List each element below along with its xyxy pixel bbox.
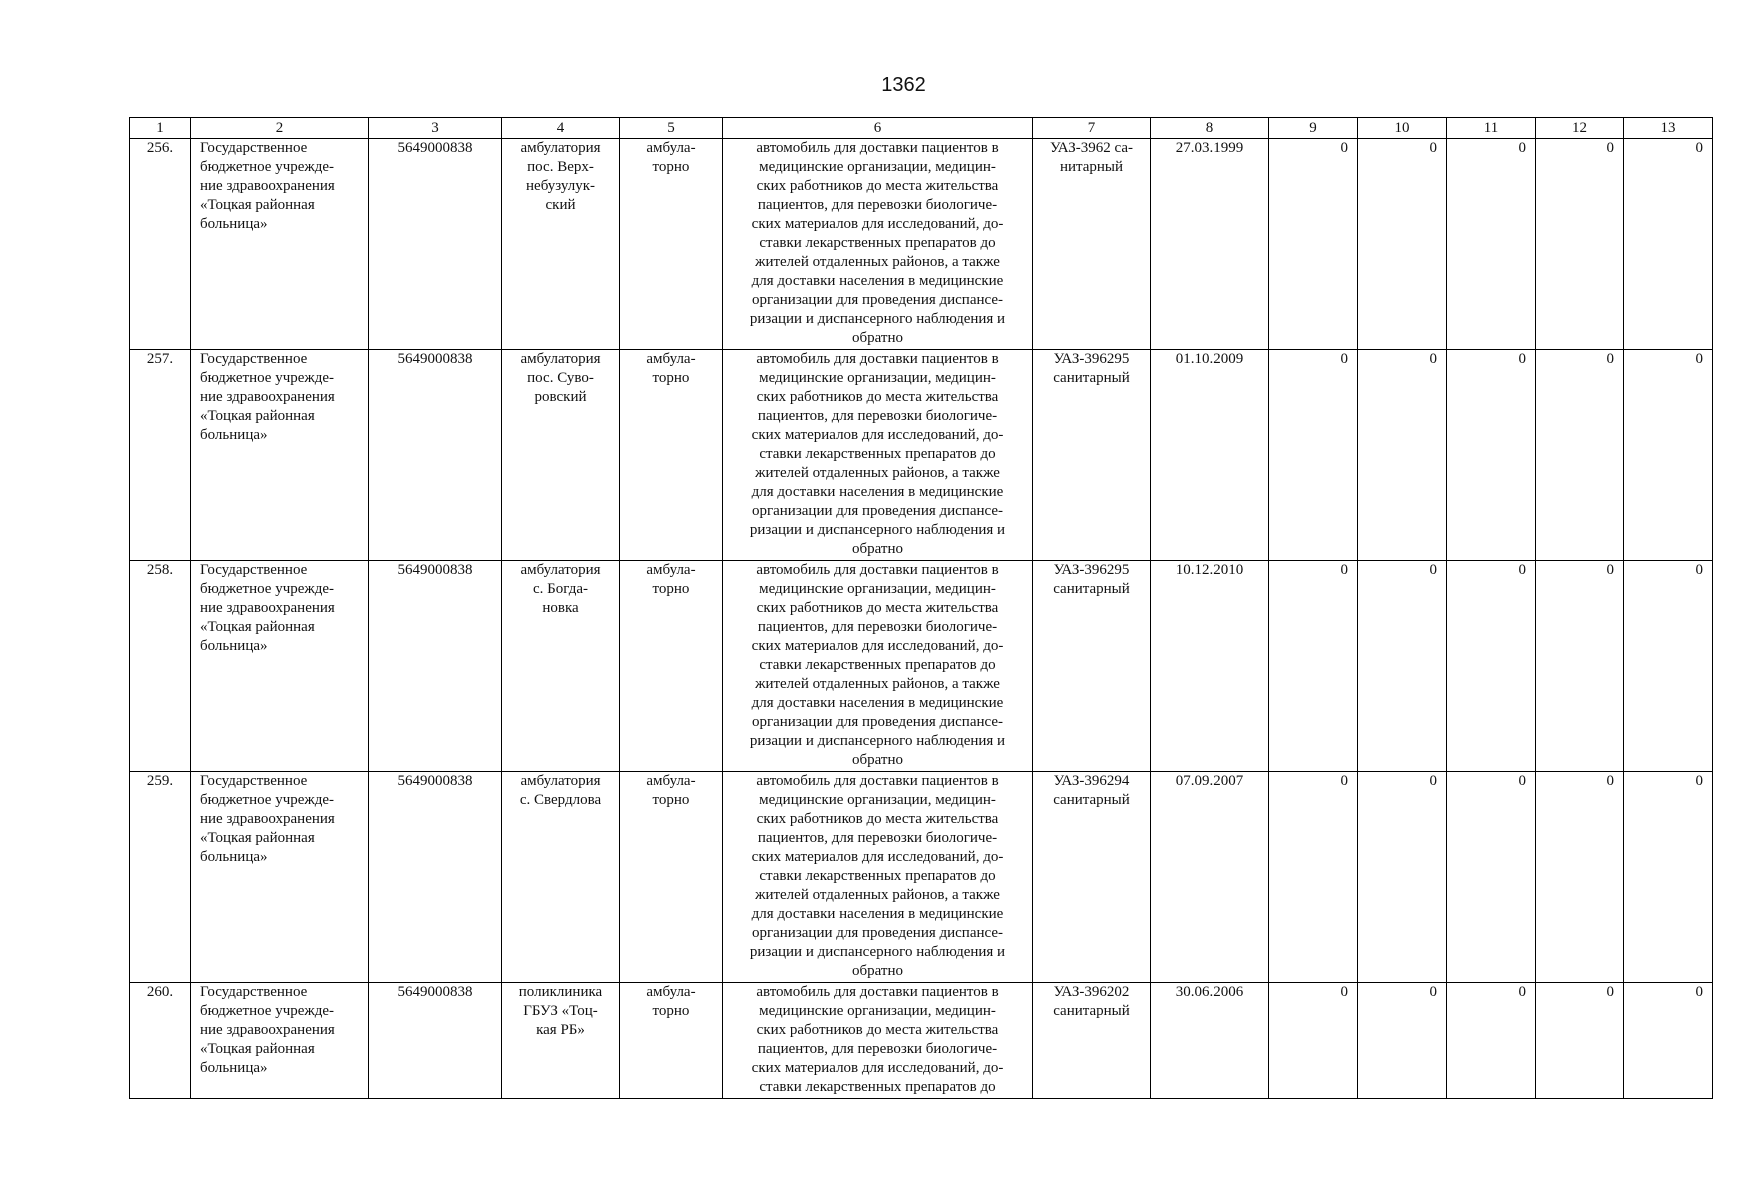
vehicle-purpose-line: для доставки населения в медицинские	[751, 906, 1004, 922]
vehicle-purpose-line: медицинские организации, медицин-	[759, 159, 996, 175]
vehicle-purpose-line: организации для проведения диспансе-	[751, 925, 1004, 941]
table-row	[130, 139, 1713, 350]
institution-name-line: Государственное	[200, 984, 308, 1000]
institution-name-line: больница»	[200, 1060, 268, 1076]
vehicle-purpose-line: медицинские организации, медицин-	[759, 1003, 996, 1019]
table-row	[130, 561, 1713, 772]
vehicle-model-line: УАЗ-396295	[1053, 351, 1130, 367]
subdivision-line: новка	[542, 600, 579, 616]
release-date-cell: 01.10.2009	[1151, 350, 1269, 561]
value-cell-col-12: 0	[1536, 561, 1624, 772]
vehicle-model-cell	[1033, 561, 1151, 772]
subdivision-line: с. Свердлова	[519, 792, 602, 808]
subdivision-cell	[502, 139, 620, 350]
release-date-cell: 10.12.2010	[1151, 561, 1269, 772]
subdivision-line: пос. Суво-	[527, 370, 594, 386]
column-number-header: 5	[620, 118, 723, 139]
value-cell-col-10: 0	[1358, 983, 1447, 1099]
release-date-cell: 30.06.2006	[1151, 983, 1269, 1099]
column-number-header: 9	[1269, 118, 1358, 139]
row-number: 258.	[130, 561, 191, 772]
vehicle-purpose-line: жителей отдаленных районов, а также	[755, 465, 1000, 481]
subdivision-line: поликлиника	[518, 984, 603, 1000]
vehicle-purpose-line: обратно	[852, 752, 903, 768]
vehicle-purpose-line: ских работников до места жительства	[756, 389, 999, 405]
vehicle-purpose-line: ских работников до места жительства	[756, 600, 999, 616]
subdivision-line: кая РБ»	[536, 1022, 585, 1038]
institution-name-line: бюджетное учрежде-	[200, 792, 335, 808]
value-cell-col-11: 0	[1447, 139, 1536, 350]
vehicle-model-line: УАЗ-396295	[1053, 562, 1130, 578]
inn-cell: 5649000838	[369, 139, 502, 350]
subdivision-line: амбулатория	[520, 351, 601, 367]
vehicle-purpose-line: пациентов, для перевозки биологиче-	[757, 619, 998, 635]
care-type-cell	[620, 983, 723, 1099]
vehicle-purpose-line: ских работников до места жительства	[756, 811, 999, 827]
vehicle-model-cell	[1033, 139, 1151, 350]
vehicle-model-cell	[1033, 350, 1151, 561]
value-cell-col-13: 0	[1624, 983, 1713, 1099]
column-number-header: 6	[723, 118, 1033, 139]
table-row	[130, 350, 1713, 561]
subdivision-cell	[502, 772, 620, 983]
vehicle-purpose-cell	[723, 983, 1033, 1099]
institution-name-line: «Тоцкая районная	[200, 619, 315, 635]
vehicle-purpose-line: ставки лекарственных препаратов до	[759, 1079, 996, 1095]
care-type-line: торно	[652, 1003, 690, 1019]
value-cell-col-13: 0	[1624, 772, 1713, 983]
column-number-header: 2	[191, 118, 369, 139]
table-row	[130, 983, 1713, 1099]
vehicle-purpose-line: для доставки населения в медицинские	[751, 273, 1004, 289]
subdivision-line: амбулатория	[520, 562, 601, 578]
column-number-header: 7	[1033, 118, 1151, 139]
inn-cell: 5649000838	[369, 983, 502, 1099]
vehicle-purpose-line: обратно	[852, 330, 903, 346]
value-cell-col-9: 0	[1269, 561, 1358, 772]
vehicle-purpose-line: пациентов, для перевозки биологиче-	[757, 408, 998, 424]
vehicle-model-line: санитарный	[1053, 792, 1130, 808]
value-cell-col-11: 0	[1447, 772, 1536, 983]
row-number: 259.	[130, 772, 191, 983]
vehicle-purpose-line: организации для проведения диспансе-	[751, 714, 1004, 730]
vehicle-purpose-cell	[723, 350, 1033, 561]
vehicle-purpose-line: ставки лекарственных препаратов до	[759, 868, 996, 884]
value-cell-col-10: 0	[1358, 350, 1447, 561]
institution-name-cell	[191, 561, 369, 772]
vehicle-purpose-line: обратно	[852, 963, 903, 979]
care-type-line: амбула-	[646, 984, 696, 1000]
care-type-line: торно	[652, 581, 690, 597]
vehicle-purpose-line: автомобиль для доставки пациентов в	[756, 562, 999, 578]
vehicle-purpose-cell	[723, 561, 1033, 772]
value-cell-col-10: 0	[1358, 561, 1447, 772]
vehicle-purpose-line: ризации и диспансерного наблюдения и	[749, 311, 1006, 327]
institution-name-line: больница»	[200, 849, 268, 865]
vehicle-model-cell	[1033, 772, 1151, 983]
column-number-header: 11	[1447, 118, 1536, 139]
vehicle-purpose-line: медицинские организации, медицин-	[759, 581, 996, 597]
release-date-cell: 07.09.2007	[1151, 772, 1269, 983]
institution-name-cell	[191, 983, 369, 1099]
value-cell-col-13: 0	[1624, 139, 1713, 350]
release-date-cell: 27.03.1999	[1151, 139, 1269, 350]
page-number: 1362	[881, 74, 926, 96]
care-type-line: торно	[652, 792, 690, 808]
vehicle-purpose-line: жителей отдаленных районов, а также	[755, 254, 1000, 270]
institution-name-line: бюджетное учрежде-	[200, 1003, 335, 1019]
vehicle-purpose-line: пациентов, для перевозки биологиче-	[757, 1041, 998, 1057]
vehicle-purpose-line: для доставки населения в медицинские	[751, 484, 1004, 500]
column-number-header: 8	[1151, 118, 1269, 139]
column-number-header-row	[130, 118, 1713, 139]
inn-cell: 5649000838	[369, 350, 502, 561]
value-cell-col-9: 0	[1269, 139, 1358, 350]
row-number: 260.	[130, 983, 191, 1099]
table-row	[130, 772, 1713, 983]
vehicle-purpose-line: медицинские организации, медицин-	[759, 370, 996, 386]
institution-name-line: ние здравоохранения	[200, 1022, 335, 1038]
vehicle-purpose-line: ставки лекарственных препаратов до	[759, 235, 996, 251]
vehicle-purpose-line: медицинские организации, медицин-	[759, 792, 996, 808]
institution-name-line: ние здравоохранения	[200, 389, 335, 405]
vehicle-purpose-line: обратно	[852, 541, 903, 557]
column-number-header: 1	[130, 118, 191, 139]
vehicle-purpose-line: ских материалов для исследований, до-	[751, 1060, 1004, 1076]
value-cell-col-11: 0	[1447, 350, 1536, 561]
institution-name-line: бюджетное учрежде-	[200, 159, 335, 175]
vehicle-purpose-line: автомобиль для доставки пациентов в	[756, 984, 999, 1000]
vehicle-model-line: санитарный	[1053, 370, 1130, 386]
vehicle-purpose-line: организации для проведения диспансе-	[751, 292, 1004, 308]
care-type-line: амбула-	[646, 773, 696, 789]
subdivision-line: небузулук-	[526, 178, 595, 194]
vehicle-purpose-line: жителей отдаленных районов, а также	[755, 887, 1000, 903]
care-type-line: торно	[652, 370, 690, 386]
value-cell-col-9: 0	[1269, 772, 1358, 983]
row-number: 257.	[130, 350, 191, 561]
vehicle-model-cell	[1033, 983, 1151, 1099]
inn-cell: 5649000838	[369, 561, 502, 772]
value-cell-col-10: 0	[1358, 139, 1447, 350]
column-number-header: 12	[1536, 118, 1624, 139]
vehicle-model-line: нитарный	[1059, 159, 1124, 175]
vehicle-purpose-line: ских материалов для исследований, до-	[751, 638, 1004, 654]
institution-name-line: ние здравоохранения	[200, 178, 335, 194]
subdivision-line: пос. Верх-	[527, 159, 594, 175]
value-cell-col-9: 0	[1269, 350, 1358, 561]
institution-name-line: больница»	[200, 427, 268, 443]
care-type-cell	[620, 561, 723, 772]
vehicle-purpose-line: ризации и диспансерного наблюдения и	[749, 944, 1006, 960]
care-type-line: торно	[652, 159, 690, 175]
value-cell-col-9: 0	[1269, 983, 1358, 1099]
value-cell-col-11: 0	[1447, 561, 1536, 772]
institution-name-line: «Тоцкая районная	[200, 830, 315, 846]
vehicle-purpose-cell	[723, 772, 1033, 983]
vehicle-purpose-line: автомобиль для доставки пациентов в	[756, 773, 999, 789]
institution-name-line: ние здравоохранения	[200, 600, 335, 616]
inn-cell: 5649000838	[369, 772, 502, 983]
subdivision-cell	[502, 983, 620, 1099]
value-cell-col-12: 0	[1536, 350, 1624, 561]
vehicle-model-line: УАЗ-3962 са-	[1050, 140, 1133, 156]
column-number-header: 10	[1358, 118, 1447, 139]
subdivision-line: амбулатория	[520, 140, 601, 156]
vehicle-model-line: УАЗ-396202	[1053, 984, 1130, 1000]
subdivision-cell	[502, 561, 620, 772]
institution-name-line: бюджетное учрежде-	[200, 581, 335, 597]
subdivision-line: амбулатория	[520, 773, 601, 789]
value-cell-col-12: 0	[1536, 983, 1624, 1099]
subdivision-line: ский	[545, 197, 576, 213]
institution-name-cell	[191, 139, 369, 350]
vehicle-model-line: санитарный	[1053, 581, 1130, 597]
value-cell-col-13: 0	[1624, 561, 1713, 772]
vehicle-purpose-line: пациентов, для перевозки биологиче-	[757, 197, 998, 213]
institution-name-line: Государственное	[200, 562, 308, 578]
vehicle-purpose-line: ских материалов для исследований, до-	[751, 849, 1004, 865]
subdivision-line: с. Богда-	[533, 581, 588, 597]
value-cell-col-13: 0	[1624, 350, 1713, 561]
vehicle-purpose-line: ских работников до места жительства	[756, 178, 999, 194]
vehicle-model-line: УАЗ-396294	[1053, 773, 1130, 789]
institution-name-cell	[191, 772, 369, 983]
institution-name-line: ние здравоохранения	[200, 811, 335, 827]
subdivision-cell	[502, 350, 620, 561]
care-type-line: амбула-	[646, 562, 696, 578]
vehicle-purpose-line: ских работников до места жительства	[756, 1022, 999, 1038]
vehicle-registry-table	[129, 117, 1713, 1099]
subdivision-line: ровский	[534, 389, 587, 405]
institution-name-line: больница»	[200, 216, 268, 232]
institution-name-line: «Тоцкая районная	[200, 1041, 315, 1057]
institution-name-cell	[191, 350, 369, 561]
vehicle-purpose-line: организации для проведения диспансе-	[751, 503, 1004, 519]
subdivision-line: ГБУЗ «Тоц-	[523, 1003, 598, 1019]
institution-name-line: Государственное	[200, 351, 308, 367]
care-type-line: амбула-	[646, 351, 696, 367]
vehicle-purpose-line: автомобиль для доставки пациентов в	[756, 140, 999, 156]
care-type-line: амбула-	[646, 140, 696, 156]
vehicle-purpose-line: автомобиль для доставки пациентов в	[756, 351, 999, 367]
column-number-header: 13	[1624, 118, 1713, 139]
value-cell-col-11: 0	[1447, 983, 1536, 1099]
vehicle-purpose-line: ставки лекарственных препаратов до	[759, 446, 996, 462]
value-cell-col-10: 0	[1358, 772, 1447, 983]
vehicle-purpose-line: ризации и диспансерного наблюдения и	[749, 733, 1006, 749]
vehicle-purpose-line: ских материалов для исследований, до-	[751, 427, 1004, 443]
institution-name-line: «Тоцкая районная	[200, 197, 315, 213]
care-type-cell	[620, 139, 723, 350]
institution-name-line: больница»	[200, 638, 268, 654]
row-number: 256.	[130, 139, 191, 350]
vehicle-purpose-line: ризации и диспансерного наблюдения и	[749, 522, 1006, 538]
value-cell-col-12: 0	[1536, 139, 1624, 350]
value-cell-col-12: 0	[1536, 772, 1624, 983]
column-number-header: 3	[369, 118, 502, 139]
institution-name-line: «Тоцкая районная	[200, 408, 315, 424]
column-number-header: 4	[502, 118, 620, 139]
vehicle-purpose-cell	[723, 139, 1033, 350]
care-type-cell	[620, 772, 723, 983]
vehicle-purpose-line: ских материалов для исследований, до-	[751, 216, 1004, 232]
institution-name-line: Государственное	[200, 140, 308, 156]
vehicle-purpose-line: для доставки населения в медицинские	[751, 695, 1004, 711]
vehicle-purpose-line: жителей отдаленных районов, а также	[755, 676, 1000, 692]
institution-name-line: Государственное	[200, 773, 308, 789]
institution-name-line: бюджетное учрежде-	[200, 370, 335, 386]
care-type-cell	[620, 350, 723, 561]
vehicle-model-line: санитарный	[1053, 1003, 1130, 1019]
vehicle-purpose-line: пациентов, для перевозки биологиче-	[757, 830, 998, 846]
vehicle-purpose-line: ставки лекарственных препаратов до	[759, 657, 996, 673]
